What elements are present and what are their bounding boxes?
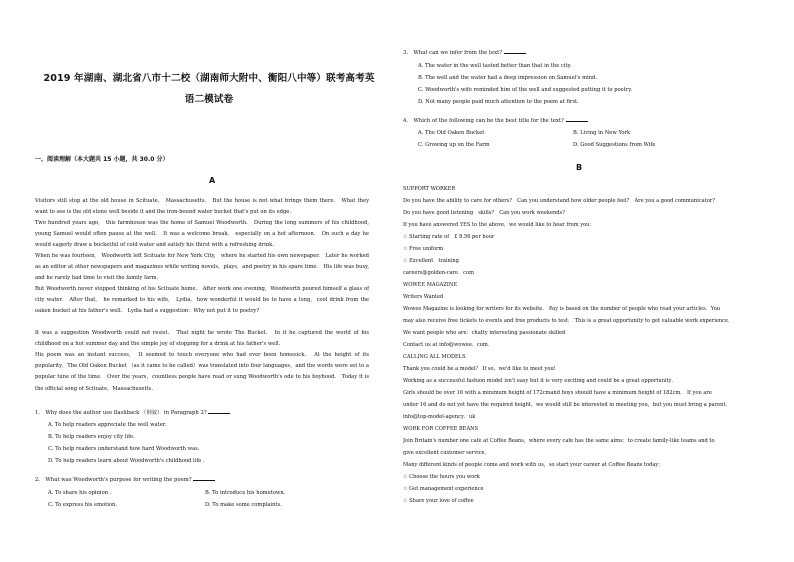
ad-heading-wowee-magazine: WOWEE MAGAZINE bbox=[403, 282, 458, 288]
question-4-option-a[interactable]: A. The Old Oaken Bucket bbox=[418, 130, 485, 136]
ad-line: Girls should be over 16 with a minimum height of 172cmand boys should have a minimum height of 182cm. If you are bbox=[403, 390, 712, 396]
ad-bullet: ☆ Share your love of coffee bbox=[403, 498, 474, 504]
question-2-stem: 2. What was Woodworth's purpose for writing the poem? bbox=[35, 477, 192, 483]
ad-line: under 16 and do not yet have the required height，we would still be interested in meeting you，but you must bring a parent． bbox=[403, 402, 731, 408]
question-3-option-b[interactable]: B. The well and the water had a deep impression on Samuel's mind. bbox=[418, 75, 597, 81]
ad-line: If you have answered YES to the above，we would like to hear from you： bbox=[403, 222, 595, 228]
ad-heading-support-worker: SUPPORT WORKER bbox=[403, 186, 456, 192]
ad-line: give excellent customer service． bbox=[403, 450, 490, 456]
question-2-option-d[interactable]: D. To make some complaints. bbox=[205, 502, 282, 508]
question-3 bbox=[403, 48, 526, 59]
ad-heading-coffee-beans: WORK FOR COFFEE BEANS bbox=[403, 426, 479, 432]
ad-contact: careers@golden-care．com bbox=[403, 270, 474, 276]
ad-contact: info@top-model-agency．uk bbox=[403, 414, 476, 420]
answer-blank[interactable] bbox=[566, 116, 588, 122]
question-3-option-a[interactable]: A. The water in the well tasted better than that in the city. bbox=[418, 63, 572, 69]
question-4 bbox=[403, 116, 588, 127]
question-2-option-c[interactable]: C. To express his emotion. bbox=[48, 502, 118, 508]
ad-line: Working as a successful fashion model isn't easy but it is very exciting and could be a great opportunity． bbox=[403, 378, 677, 384]
passage-a-paragraph: His poem was an instant success, It seemed to touch everyone who had ever been homesick. At the height of its popularity，The Old Oaken Bucket （as it came to be called）was translated into four languages，and the words were set to a popular tune of the time. Over the years，countless people have read or sung Woodworth's ode to his boyhood. Today it is the official song of Scituate，Massachusetts. bbox=[35, 352, 369, 392]
exam-title bbox=[28, 68, 390, 110]
question-1-option-a[interactable]: A. To help readers appreciate the well water. bbox=[48, 422, 167, 428]
passage-a-paragraph: Visitors still stop at the old house in Scituate, Massachusetts. But the house is not what brings them there. What they want to see is the old stone well beside it and the iron-bound water bucket that's put on its edge. bbox=[35, 198, 369, 216]
passage-b-letter: B bbox=[576, 163, 583, 172]
section-header: 一、阅读理解（本大题共 15 小题，共 30.0 分） bbox=[35, 156, 169, 163]
ad-line: Wowee Magazine is looking for writers for its website. Pay is based on the number of people who read your articles．You bbox=[403, 306, 721, 312]
ad-heading-calling-all-models: CALLING ALL MODELS bbox=[403, 354, 466, 360]
passage-a-letter: A bbox=[209, 176, 216, 185]
question-1-option-d[interactable]: D. To help readers learn about Woodworth's childhood life . bbox=[48, 458, 205, 464]
question-4-stem: 4. Which of the following can be the best title for the text? bbox=[403, 118, 564, 124]
exam-title-line1: 2019 年湖南、湖北省八市十二校（湖南师大附中、衡阳八中等）联考高考英 bbox=[43, 73, 375, 84]
question-4-option-d[interactable]: D. Good Suggestions from Wife bbox=[573, 142, 656, 148]
question-2-option-b[interactable]: B. To introduce his hometown. bbox=[205, 490, 286, 496]
question-3-option-c[interactable]: C. Woodworth's wife reminded him of the well and suggested putting it to poetry. bbox=[418, 87, 633, 93]
ad-bullet: ☆ Get management experience bbox=[403, 486, 484, 492]
question-1 bbox=[35, 408, 230, 419]
passage-a-paragraph: Two hundred years ago, this farmhouse was the home of Samuel Woodworth. During the long summers of his childhood, young Samuel would often pause at the well. It was a welcome break, especially on a hot afternoon. On such a day he would eagerly draw a bucketful of cold water and satisfy his thirst with a refreshing drink. bbox=[35, 220, 375, 249]
question-2-option-a[interactable]: A. To share his opinion . bbox=[48, 490, 112, 496]
ad-bullet: ☆ Starting rate of £ 8.56 per hour bbox=[403, 234, 495, 240]
ad-line: Join Britain's number one cafe at Coffee Beans，where every cafe has the same aims：to create family-like teams and to bbox=[403, 438, 715, 444]
ad-bullet: ☆ Choose the hours you work bbox=[403, 474, 480, 480]
ad-bullet: ☆ Excellent training bbox=[403, 258, 459, 264]
answer-blank[interactable] bbox=[208, 408, 230, 414]
question-2 bbox=[35, 475, 215, 486]
ad-line: Do you have good listening skills? Can you work weekends? bbox=[403, 210, 565, 216]
passage-a-paragraph: But Woodworth never stopped thinking of his Scituate home. After work one evening，Woodworth poured himself a glass of city water. After that, he remarked to his wife, Lydia，how wonderful it would be to have a long，cool drink from the oaken bucket at his father's well. Lydia had a suggestion：Why not put it to poetry? bbox=[35, 286, 369, 315]
ad-contact: Contact us at info@wowee．com． bbox=[403, 342, 493, 348]
ad-bullet: ☆ Free uniform bbox=[403, 246, 444, 252]
ad-line: We want people who are：chatty interesting passionate skilled bbox=[403, 330, 566, 336]
question-3-option-d[interactable]: D. Not many people paid much attention to the poem at first. bbox=[418, 99, 579, 105]
answer-blank[interactable] bbox=[193, 475, 215, 481]
question-1-option-c[interactable]: C. To help readers understand how hard Woodworth was. bbox=[48, 446, 200, 452]
ad-subheading: Writers Wanted bbox=[403, 294, 444, 300]
ad-line: Thank you could be a model？ If so，we'd like to meet you! bbox=[403, 366, 556, 372]
ad-line: may also receive free tickets to events and free products to test. This is a great opportunity to get valuable work experience． bbox=[403, 318, 734, 324]
exam-title-line2: 语二模试卷 bbox=[184, 94, 234, 105]
question-4-option-c[interactable]: C. Growing up on the Farm bbox=[418, 142, 490, 148]
ad-line: Many different kinds of people come and work with us，so start your career at Coffee Beans today： bbox=[403, 462, 664, 468]
passage-a-paragraph: It was a suggestion Woodworth could not resist. That night he wrote The Bucket. In it he captured the world of his childhood on a hot summer day and the simple joy of stopping for a drink at his father's well. bbox=[35, 330, 369, 348]
question-3-stem: 3. What can we infer from the text? bbox=[403, 50, 503, 56]
passage-a-paragraph: When he was fourteen, Woodworth left Scituate for New York City, where he started his own newspaper. Later he worked as an editor at other newspapers and magazines while writing novels，plays，and poetry in his spare time. His life was busy, and he rarely had time to visit the family farm. bbox=[35, 253, 375, 282]
ad-line: Do you have the ability to care for others? Can you understand how older people feel? Are you a good communicator? bbox=[403, 198, 715, 204]
question-4-option-b[interactable]: B. Living in New York bbox=[573, 130, 631, 136]
answer-blank[interactable] bbox=[504, 48, 526, 54]
question-1-stem: 1. Why does the author use flashback （倒叙） in Paragraph 2? bbox=[35, 410, 207, 416]
question-1-option-b[interactable]: B. To help readers enjoy city life. bbox=[48, 434, 135, 440]
